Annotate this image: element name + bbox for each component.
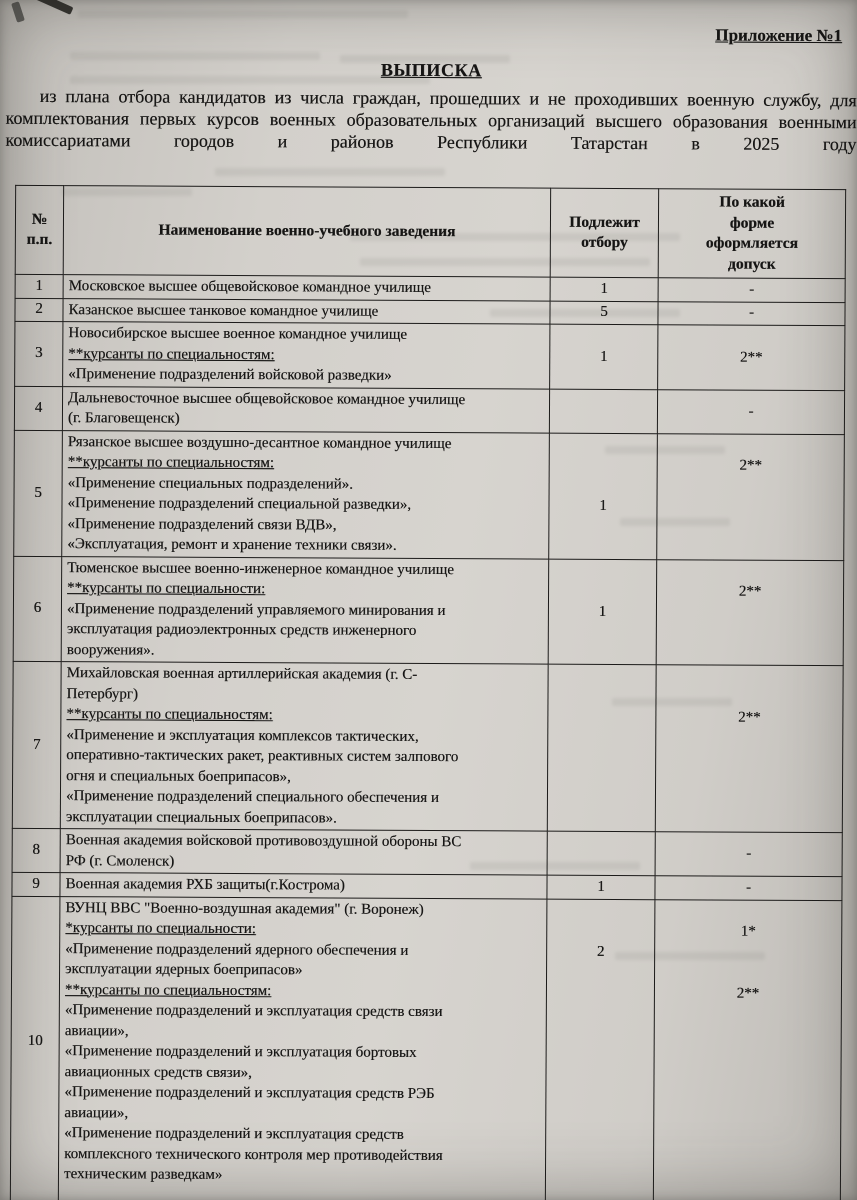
clearance-form: - — [655, 876, 842, 900]
header-selection: Подлежит отбору — [550, 188, 658, 278]
row-number: 5 — [14, 430, 63, 556]
table-row — [12, 661, 843, 832]
selection-count: 5 — [550, 301, 658, 325]
institution-name: Военная академия войсковой противовоздушной обороны ВС РФ (г. Смоленск) — [60, 829, 547, 876]
row-number: 10 — [10, 896, 60, 1200]
institution-name: Михайловская военная артиллерийская академия (г. С- Петербург) **курсанты по специальностям: «Применение и эксплуатация комплексов тактических, оперативно-тактических ракет, реактивных систем залпового огня и специальных боеприпасов», «Применение подразделений специального обеспечения и эксплуатации специальных боеприпасов». — [60, 662, 548, 832]
selection-count: 1 — [547, 875, 655, 899]
header-institution: Наименование военно-учебного заведения — [63, 186, 550, 278]
clearance-form: - — [657, 389, 844, 434]
clearance-form: 2** — [656, 559, 844, 665]
institution-name: Новосибирское высшее военное командное училище **курсанты по специальностям: «Применение подразделений войсковой разведки» — [63, 322, 550, 389]
row-number: 7 — [12, 661, 61, 828]
table-row — [15, 321, 845, 390]
row-number: 1 — [15, 274, 63, 298]
row-number: 2 — [15, 298, 63, 322]
clearance-form: 1* 2** — [653, 899, 842, 1200]
table-header — [15, 185, 845, 278]
institution-name: Тюменское высшее военно-инженерное командное училище **курсанты по специальности: «Применение подразделений управляемого минирования и эксплуатация радиоэлектронных средств инженерного вооружения». — [61, 556, 549, 664]
row-number: 8 — [12, 828, 60, 872]
selection-count: 1 — [550, 277, 658, 301]
row-number: 6 — [13, 556, 62, 662]
row-number: 9 — [12, 872, 60, 896]
header-clearance-form: По какой форме оформляется допуск — [658, 189, 845, 279]
page-title: ВЫПИСКА — [380, 59, 482, 81]
clearance-form: - — [655, 832, 842, 877]
selection-count — [547, 831, 655, 876]
clearance-form: - — [658, 301, 845, 325]
selection-table — [10, 185, 846, 1200]
clearance-form: 2** — [657, 433, 845, 560]
row-number: 3 — [15, 321, 63, 386]
intro-paragraph: из плана отбора кандидатов из числа граждан, прошедших и не проходивших военную службу, для комплектования первых курсов военных образовательных организаций высшего образования военными комиссариатами городов и районов Республики Татарстан в 2025 году — [5, 85, 857, 155]
institution-name: Военная академия РХБ защиты(г.Кострома) — [60, 873, 547, 899]
table-row — [14, 386, 844, 434]
clearance-form: - — [658, 278, 845, 302]
table-row — [14, 430, 845, 560]
institution-name: ВУНЦ ВВС "Военно-воздушная академия" (г. Воронеж) *курсанты по специальности: «Применение подразделений ядерного обеспечения и эксплуатации ядерных боеприпасов» **курсанты по специальностям: «Применение подразделений и эксплуатация средств связи авиации», «Применение подразделений и эксплуатация бортовых авиационных средств связи», «Применение подразделений и эксплуатация средств РЭБ авиации», «Применение подразделений и эксплуатация средств комплексного технического контроля мер противодействия техническим разведкам» — [58, 896, 547, 1200]
header-row — [15, 185, 845, 278]
table-row — [12, 828, 842, 876]
selection-count: 1 — [550, 324, 658, 389]
row-number: 4 — [14, 386, 62, 430]
selection-count: 2 — [545, 899, 655, 1200]
table-row — [13, 556, 844, 666]
selection-count: 1 — [548, 559, 657, 665]
selection-count: 1 — [549, 433, 658, 560]
clearance-form: 2** — [655, 665, 843, 833]
selection-count — [549, 389, 657, 434]
institution-name: Московское высшее общевойсковое командное училище — [63, 275, 550, 301]
appendix-label: Приложение №1 — [715, 25, 843, 46]
table-row — [10, 896, 842, 1200]
header-num: № п.п. — [15, 185, 63, 274]
institution-name: Казанское высшее танковое командное училище — [63, 298, 550, 324]
clearance-form: 2** — [658, 325, 845, 390]
table-body — [10, 274, 845, 1200]
institution-name: Рязанское высшее воздушно-десантное командное училище **курсанты по специальностям: «Применение специальных подразделений». «Применение подразделений специальной разведки», «Применение подразделений связи ВДВ», «Эксплуатация, ремонт и хранение техники связи». — [62, 430, 550, 559]
selection-count — [547, 664, 656, 832]
institution-name: Дальневосточное высшее общевойсковое командное училище (г. Благовещенск) — [62, 386, 549, 433]
